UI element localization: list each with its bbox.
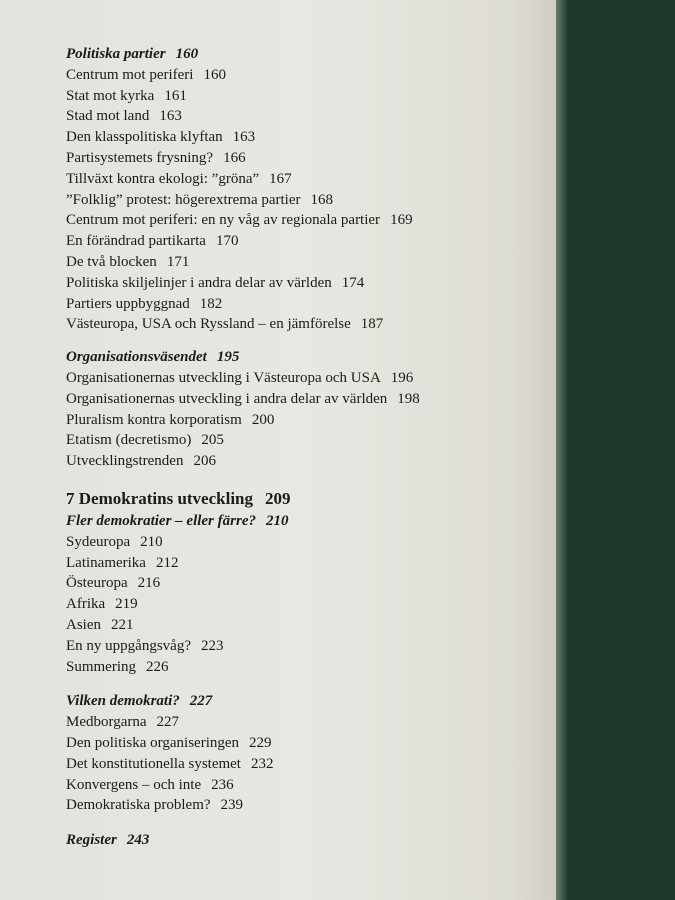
entry-title: Organisationernas utveckling i andra delar av världen	[66, 390, 388, 407]
entry-title: Östeuropa	[66, 575, 128, 592]
entry-title: Medborgarna	[66, 714, 147, 731]
entry-title: Organisationernas utveckling i Västeuropa och USA	[66, 369, 381, 386]
table-of-contents	[66, 44, 546, 851]
section-heading-register	[66, 830, 546, 851]
toc-entry	[66, 210, 546, 231]
entry-title: Den politiska organiseringen	[66, 734, 240, 751]
page-number: 212	[155, 554, 179, 571]
chapter-heading-7	[66, 487, 546, 511]
toc-entry	[66, 410, 546, 431]
toc-entry	[66, 754, 546, 775]
toc-entry	[66, 532, 546, 553]
toc-entry	[66, 231, 546, 252]
section-title: Fler demokratier – eller färre?	[66, 512, 256, 529]
page-number: 171	[166, 253, 190, 270]
toc-entry	[66, 775, 546, 796]
entry-title: Centrum mot periferi: en ny våg av regionala partier	[66, 212, 381, 229]
toc-entry	[66, 712, 546, 733]
toc-entry	[66, 553, 546, 574]
toc-entry	[66, 733, 546, 754]
toc-entry	[66, 294, 546, 315]
entry-title: Afrika	[66, 596, 106, 613]
toc-entry	[66, 795, 546, 816]
toc-entry	[66, 190, 546, 211]
page-number: 170	[215, 233, 239, 250]
entry-title: Konvergens – och inte	[66, 776, 202, 793]
section-heading-fler-demokratier	[66, 511, 546, 532]
page-number: 227	[156, 714, 180, 731]
entry-title: Tillväxt kontra ekologi: ”gröna”	[66, 170, 260, 187]
entry-title: Stad mot land	[66, 108, 150, 125]
entry-title: En förändrad partikarta	[66, 233, 206, 250]
page-number: 221	[111, 616, 134, 633]
entry-title: ”Folklig” protest: högerextrema partier	[66, 191, 301, 208]
section-title: Vilken demokrati?	[66, 693, 180, 710]
page-number: 205	[201, 432, 224, 449]
toc-entry	[66, 430, 546, 451]
toc-entry	[66, 594, 546, 615]
entry-title: Partisystemets frysning?	[66, 149, 214, 166]
page-number: 166	[223, 149, 246, 166]
entry-title: En ny uppgångsvåg?	[66, 637, 191, 654]
entry-title: Summering	[66, 658, 136, 675]
section-title: Organisationsväsendet	[66, 349, 207, 366]
page-number: 200	[251, 411, 275, 428]
page-number: 198	[397, 390, 420, 407]
page-number: 206	[193, 453, 216, 470]
entry-title: Det konstitutionella systemet	[66, 755, 241, 772]
page-number: 210	[265, 512, 289, 529]
toc-entry	[66, 368, 546, 389]
entry-title: Sydeuropa	[66, 533, 131, 550]
page-number: 236	[211, 776, 234, 793]
entry-title: Centrum mot periferi	[66, 66, 194, 83]
page-number: 219	[115, 596, 138, 613]
toc-entry	[66, 273, 546, 294]
page-number: 182	[199, 295, 223, 312]
entry-title: Asien	[66, 616, 101, 633]
page-number: 232	[250, 755, 274, 772]
page-number: 226	[146, 658, 169, 675]
section-heading-politiska-partier	[66, 44, 546, 65]
page-number: 174	[341, 274, 365, 291]
page-number: 210	[140, 533, 163, 550]
entry-title: Etatism (decretismo)	[66, 432, 192, 449]
page-number: 227	[189, 693, 213, 710]
toc-entry	[66, 252, 546, 273]
section-heading-organisationsvasendet	[66, 347, 546, 368]
chapter-title: 7 Demokratins utveckling	[66, 488, 253, 508]
entry-title: Västeuropa, USA och Ryssland – en jämförelse	[66, 316, 351, 333]
section-title: Register	[66, 832, 117, 849]
page-number: 168	[310, 191, 333, 208]
entry-title: Politiska skiljelinjer i andra delar av världen	[66, 274, 332, 291]
entry-title: Partiers uppbyggnad	[66, 295, 190, 312]
toc-entry	[66, 106, 546, 127]
entry-title: Latinamerika	[66, 554, 146, 571]
entry-title: Pluralism kontra korporatism	[66, 411, 242, 428]
page-number: 239	[220, 797, 244, 814]
entry-title: Utvecklingstrenden	[66, 453, 184, 470]
page-number: 163	[159, 108, 182, 125]
page-edge-shadow	[556, 0, 568, 900]
toc-entry	[66, 636, 546, 657]
page-number: 243	[126, 832, 150, 849]
toc-entry	[66, 451, 546, 472]
toc-entry	[66, 169, 546, 190]
page-number: 216	[137, 575, 161, 592]
entry-title: Demokratiska problem?	[66, 797, 211, 814]
section-title: Politiska partier	[66, 46, 166, 62]
toc-entry	[66, 65, 546, 86]
toc-entry	[66, 314, 546, 335]
entry-title: Stat mot kyrka	[66, 87, 155, 104]
toc-entry	[66, 86, 546, 107]
page-number: 160	[203, 66, 226, 83]
toc-entry	[66, 573, 546, 594]
page-number: 163	[232, 129, 256, 146]
section-heading-vilken-demokrati	[66, 691, 546, 712]
page-number: 169	[390, 212, 413, 229]
page-number: 195	[216, 349, 240, 366]
page-number: 187	[360, 316, 384, 333]
toc-entry	[66, 389, 546, 410]
entry-title: Den klasspolitiska klyftan	[66, 129, 223, 146]
toc-entry	[66, 148, 546, 169]
page-number: 223	[200, 637, 224, 654]
entry-title: De två blocken	[66, 253, 157, 270]
page-number: 229	[249, 734, 272, 751]
page-number: 196	[390, 369, 414, 386]
toc-entry	[66, 657, 546, 678]
page-number: 160	[175, 46, 199, 62]
toc-entry	[66, 615, 546, 636]
page-number: 161	[164, 87, 187, 104]
toc-entry	[66, 127, 546, 148]
page-number: 167	[269, 170, 292, 187]
page-number: 209	[265, 488, 291, 508]
